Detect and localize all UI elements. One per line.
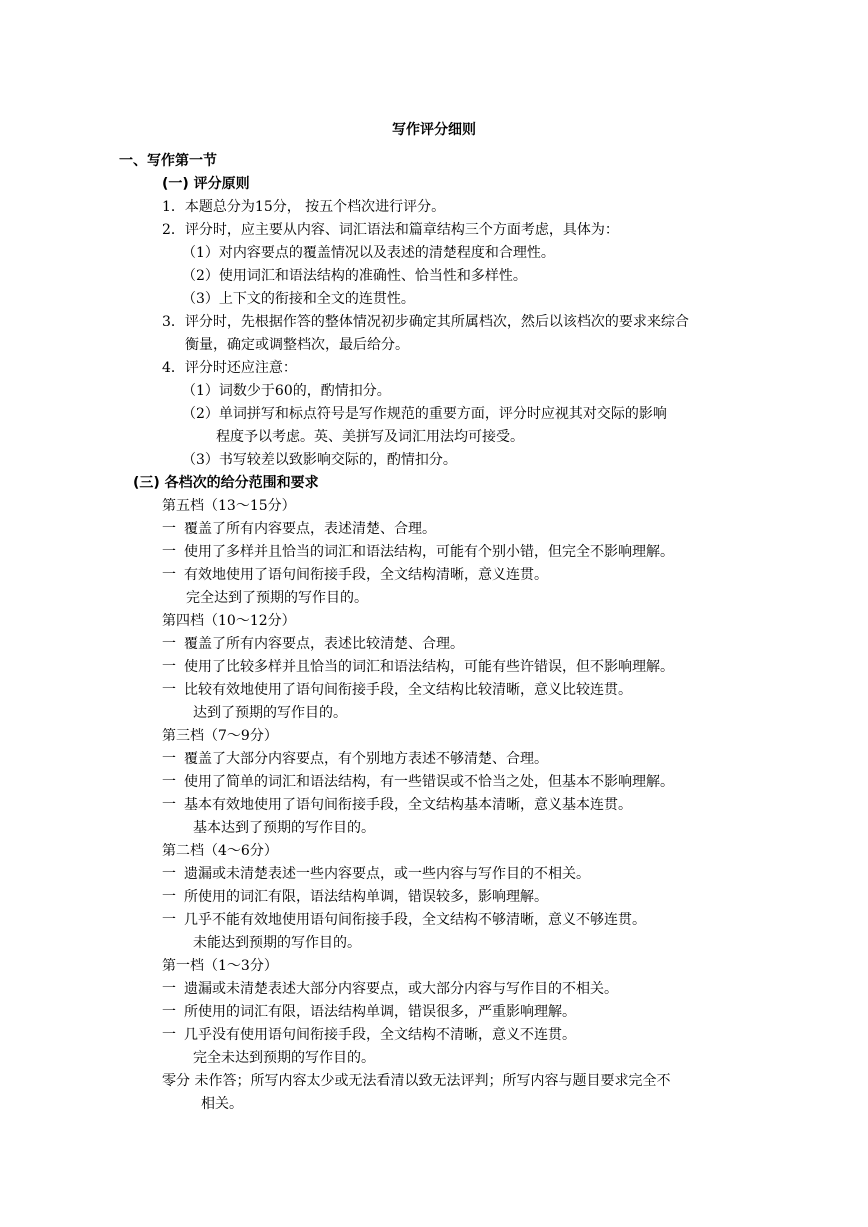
grade-2-item-3-text: 几乎不能有效地使用语句间衔接手段，全文结构不够清晰，意义不够连贯。 [184, 912, 646, 928]
principle-4-item-3: （3）书写较差以致影响交际的，酌情扣分。 [182, 452, 457, 468]
grade-1-item-2-text: 所使用的词汇有限，语法结构单调，错误很多，严重影响理解。 [184, 1004, 576, 1020]
grade-2-goal: 未能达到预期的写作目的。 [193, 935, 361, 951]
grade-2-item-1 [162, 865, 590, 883]
grade-1-item-3-text: 几乎没有使用语句间衔接手段，全文结构不清晰，意义不连贯。 [184, 1027, 576, 1043]
dash-bullet: 一 [162, 912, 176, 928]
dash-bullet: 一 [162, 797, 176, 813]
principle-4: 4．评分时还应注意： [162, 360, 297, 376]
grade-4-label: 第四档（10～12分） [162, 613, 296, 629]
grade-1-item-1 [162, 980, 618, 998]
grade-0-line-1: 零分 未作答；所写内容太少或无法看清以致无法评判；所写内容与题目要求完全不 [162, 1073, 671, 1089]
document-title: 写作评分细则 [392, 122, 476, 138]
grade-3-item-3-text: 基本有效地使用了语句间衔接手段，全文结构基本清晰，意义基本连贯。 [184, 797, 632, 813]
grade-5-item-2 [162, 543, 674, 561]
dash-bullet: 一 [162, 1027, 176, 1043]
dash-bullet: 一 [162, 521, 176, 537]
dash-bullet: 一 [162, 659, 176, 675]
subsection-heading-principles: (一) 评分原则 [162, 176, 250, 192]
grade-0-line-2: 相关。 [201, 1096, 243, 1112]
grade-2-item-2 [162, 888, 548, 906]
grade-4-goal: 达到了预期的写作目的。 [193, 705, 347, 721]
grade-5-item-3 [162, 566, 548, 584]
grade-5-label: 第五档（13～15分） [162, 498, 296, 514]
grade-3-goal: 基本达到了预期的写作目的。 [193, 820, 375, 836]
principle-1: 1．本题总分为15分， 按五个档次进行评分。 [162, 199, 446, 215]
grade-4-item-3 [162, 681, 632, 699]
principle-3-line-1: 3．评分时，先根据作答的整体情况初步确定其所属档次，然后以该档次的要求来综合 [162, 314, 689, 330]
grade-5-item-3-text: 有效地使用了语句间衔接手段，全文结构清晰，意义连贯。 [184, 567, 548, 583]
principle-2: 2．评分时，应主要从内容、词汇语法和篇章结构三个方面考虑，具体为： [162, 222, 619, 238]
dash-bullet: 一 [162, 567, 176, 583]
grade-4-item-1-text: 覆盖了所有内容要点，表述比较清楚、合理。 [184, 636, 464, 652]
dash-bullet: 一 [162, 751, 176, 767]
principle-4-item-2-line-1: （2）单词拼写和标点符号是写作规范的重要方面，评分时应视其对交际的影响 [182, 406, 667, 422]
grade-4-item-1 [162, 635, 464, 653]
dash-bullet: 一 [162, 1004, 176, 1020]
grade-1-goal: 完全未达到预期的写作目的。 [193, 1050, 375, 1066]
grade-4-item-2-text: 使用了比较多样并且恰当的词汇和语法结构，可能有些许错误，但不影响理解。 [184, 659, 674, 675]
principle-4-item-2-line-2: 程度予以考虑。英、美拼写及词汇用法均可接受。 [216, 429, 524, 445]
grade-2-item-1-text: 遗漏或未清楚表述一些内容要点，或一些内容与写作目的不相关。 [184, 866, 590, 882]
grade-4-item-2 [162, 658, 674, 676]
grade-1-item-1-text: 遗漏或未清楚表述大部分内容要点，或大部分内容与写作目的不相关。 [184, 981, 618, 997]
dash-bullet: 一 [162, 889, 176, 905]
dash-bullet: 一 [162, 774, 176, 790]
grade-5-item-2-text: 使用了多样并且恰当的词汇和语法结构，可能有个别小错，但完全不影响理解。 [184, 544, 674, 560]
subsection-heading-grades: (三) 各档次的给分范围和要求 [133, 475, 319, 491]
dash-bullet: 一 [162, 866, 176, 882]
grade-5-item-1 [162, 520, 436, 538]
grade-3-item-1 [162, 750, 548, 768]
grade-2-item-2-text: 所使用的词汇有限，语法结构单调，错误较多，影响理解。 [184, 889, 548, 905]
grade-3-item-2-text: 使用了简单的词汇和语法结构，有一些错误或不恰当之处，但基本不影响理解。 [184, 774, 674, 790]
grade-5-item-1-text: 覆盖了所有内容要点，表述清楚、合理。 [184, 521, 436, 537]
grade-4-item-3-text: 比较有效地使用了语句间衔接手段，全文结构比较清晰，意义比较连贯。 [184, 682, 632, 698]
principle-2-item-1: （1）对内容要点的覆盖情况以及表述的清楚程度和合理性。 [182, 245, 555, 261]
dash-bullet: 一 [162, 981, 176, 997]
grade-1-item-3 [162, 1026, 576, 1044]
grade-3-label: 第三档（7～9分） [162, 728, 278, 744]
principle-2-item-3: （3）上下文的衔接和全文的连贯性。 [182, 291, 415, 307]
principle-2-item-2: （2）使用词汇和语法结构的准确性、恰当性和多样性。 [182, 268, 527, 284]
grade-3-item-2 [162, 773, 674, 791]
dash-bullet: 一 [162, 544, 176, 560]
grade-2-item-3 [162, 911, 646, 929]
grade-1-item-2 [162, 1003, 576, 1021]
dash-bullet: 一 [162, 636, 176, 652]
grade-3-item-3 [162, 796, 632, 814]
grade-2-label: 第二档（4～6分） [162, 843, 278, 859]
grade-5-goal: 完全达到了预期的写作目的。 [186, 590, 368, 606]
dash-bullet: 一 [162, 682, 176, 698]
grade-3-item-1-text: 覆盖了大部分内容要点，有个别地方表述不够清楚、合理。 [184, 751, 548, 767]
section-heading: 一、写作第一节 [119, 153, 217, 169]
principle-3-line-2: 衡量，确定或调整档次，最后给分。 [185, 337, 409, 353]
principle-4-item-1: （1）词数少于60的，酌情扣分。 [182, 383, 391, 399]
grade-1-label: 第一档（1～3分） [162, 958, 278, 974]
